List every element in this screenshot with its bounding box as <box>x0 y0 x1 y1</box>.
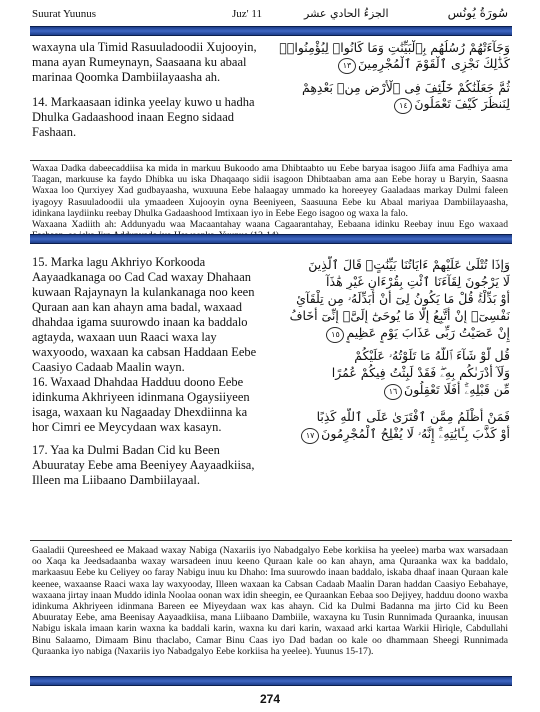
divider <box>30 160 512 161</box>
arabic-line <box>278 381 510 400</box>
somali-verse-15: 15. Marka lagu Akhriyo Korkooda Aayaadkanaga oo Cad Cad waxay Dhahaan kuwaan Rajaynayn la kulankanaga noo keen Quraan aan kan ahayn ama badal, waxaad dhahdaa igama suurowdo inaan ka baddalo agtayda, waxaan uun Raaci waxa lay waxyoodo, waxaan ka cabsan Haddaan Eebe Caasiyo Cadaab Maalin wayn. <box>32 255 257 374</box>
commentary-text: Gaaladii Qureesheed ee Makaad waxay Nabiga (Naxariis iyo Nabadgalyo Eebe korkiisa ha yeelee) marba wax warsadaan oo Xaqa ka Jeedsadaanba waxay warsadeen inuu keeno Quraan kale oo kan ahayn, ama Quraanka wax ka baddalo, markaasuu Eebe ku Celiyey oo faray Nabigu inuu ku Dhaho: Ima suurowdo inaan baddalo, iskaba dhaaf inaan Quraan kale keenee, waxaanse Raaci waxa lay waxyooday, Illeen waxaan ka Cabsan Cadaab Maalin Daran haddan Caasiyo Eebahaye, waxaana jirtay inaan Muddo idinla Noolaa oonan wax idin sheegin, ee Quraankan Eebaa soo Dejiyey, hadduu doono waxba idinkuma Akhriyeen idinmana Bareen ee Miyeydaan wax kas ahayn. Cid ka Dulmi Badanna ma jirto Cid ku Been Abuuratay Eebe, ama Beenisay Aayaadkiisa, mana Liibaano Dambiile, waxayna ku Tusin Runnimada Quraanka, inuusan Nabigu iskala imaan karin waxna ka baddali karin, waxna ku dari karin, waxaad arki kartaa Warkii Hiriqle, Cabdullahi Binu Salaamo, Dimaam Binu thaclabo, Camar Binu Caas iyo Dad badan oo kale oo dhammaan Sheegi Runnimada Quraanka iyo nabiga (Naxariis iyo Nabadgalyo Eebe korkiisa ha yeelee). Yuunus 15-17). <box>32 545 508 657</box>
somali-text-block1 <box>32 40 260 140</box>
somali-verse-13-cont: waxayna ula Timid Rasuuladoodii Xujooyin, mana ayan Rumeynayn, Saasaana ku abaal marinaa Qoomka Dambiilayaasha ah. <box>32 40 257 84</box>
somali-text-block2 <box>32 255 260 488</box>
somali-verse-14: 14. Markaasaan idinka yeelay kuwo u hadha Dhulka Gadaashood inaan Eegno sidaad Fashaan. <box>32 95 255 139</box>
arabic-line-text: إِنْ عَصَيْتُ رَبِّى عَذَابَ يَوْمٍ عَظِيمٍ <box>346 325 510 340</box>
arabic-line-text: لِنَنظُرَ كَيْفَ تَعْمَلُونَ <box>414 96 510 111</box>
somali-verse-17: 17. Yaa ka Dulmi Badan Cid ku Been Abuuratay Eebe ama Beeniyey Aayaadkiisa, Illeen ma Liibaano Dambiilayaal. <box>32 443 255 487</box>
somali-verse-16: 16. Waxaad Dhahdaa Hadduu doono Eebe idinkuma Akhriyeen idinmana Ogaysiiyeen isaga, waxaan ku Nagaaday Dhexdiinna ka hor Cimri ee Meycydaan wax kasayn. <box>32 375 250 434</box>
arabic-line <box>278 324 510 343</box>
commentary-text: Waxaa Dadka dabeecaddiisa ka mida in markuu Bukoodo ama Dhibtaabto uu Eebe baryaa isagoo Jiifa ama Fadhiya ama Taagan, markuuse ka faydo Dhibka uu iska Dhaqaaqo sidii isagoon Dhibtaaban ama aan Eebe horay u Baryin, Saasna Waxaa loo Qurxiyey Xad gudbayaasha, wuxuuna Eebe halaagay ummado ka horeeyey Gaaladaas markay Dulmi faleen iyagoyy Rasuuladoodii ula ymaadeen Xujooyin oyna Beeniyeen, Saasuuna Eebe ku Abaal mariyaa Dambiilayaasha, idinkana laydiinku reebay Dhulka Gadaashood Imtixaan iyo in Eebe Eego isagoo og waxa la falo. <box>32 163 508 219</box>
verse-marker: ١٣ <box>338 58 356 74</box>
arabic-line-text: مِّن قَبْلِهِۦٓۚ أَفَلَا تَعْقِلُونَ <box>404 382 510 397</box>
commentary-block1 <box>32 163 508 241</box>
commentary-block2 <box>32 545 508 657</box>
arabic-line: قُل لَّوْ شَآءَ ٱللَّهُ مَا تَلَوْتُهُۥ عَلَيْكُمْ <box>354 348 510 363</box>
divider <box>30 540 512 541</box>
arabic-text-block1 <box>278 40 510 114</box>
sura-name: Suurat Yuunus <box>32 8 97 20</box>
arabic-line: ثُمَّ جَعَلْنَٰكُمْ خَلَٰٓئِفَ فِى ٱلْأَرْضِ مِنۢ بَعْدِهِمْ <box>302 80 510 95</box>
arabic-line <box>278 96 510 114</box>
juz-arabic: الجزءُ الحادي عشر <box>304 7 389 20</box>
arabic-line: فَمَنْ أَظْلَمُ مِمَّنِ ٱفْتَرَىٰ عَلَى ٱللَّهِ كَذِبًا <box>316 409 510 424</box>
header-bar <box>30 26 512 36</box>
arabic-line-text: أَوْ كَذَّبَ بِـَٔايَٰتِهِۦٓۚ إِنَّهُۥ لَا يُفْلِحُ ٱلْمُجْرِمُونَ <box>321 426 510 441</box>
sura-arabic: سُورَةُ يُونُس <box>447 6 508 20</box>
arabic-line-text: كَذَٰلِكَ نَجْزِى ٱلْقَوْمَ ٱلْمُجْرِمِينَ <box>358 56 510 71</box>
arabic-line <box>278 425 510 444</box>
footer-bar <box>30 676 512 686</box>
arabic-line: نَفْسِىٓۖ إِنْ أَتَّبِعُ إِلَّا مَا يُوحَىٰٓ إِلَىَّۖ إِنِّىٓ أَخَافُ <box>289 308 510 323</box>
arabic-line: وَإِذَا تُتْلَىٰ عَلَيْهِمْ ءَايَاتُنَا بَيِّنَٰتٍۙ قَالَ ٱلَّذِينَ <box>308 257 510 272</box>
page-header <box>32 8 508 24</box>
page-number: 274 <box>259 692 281 706</box>
commentary-hadith: Waxaana Xadiith ah: Addunyadu waa Macaantahay waana Cagaarantahay, Eebaana idinku Reebay inuu Ego waxaad <box>32 219 508 231</box>
arabic-line: لَا يَرْجُونَ لِقَآءَنَا ٱئْتِ بِقُرْءَانٍ غَيْرِ هَٰذَآ <box>326 274 510 289</box>
arabic-text-block2 <box>278 256 510 444</box>
arabic-line: وَجَآءَتْهُمْ رُسُلُهُم بِٱلْبَيِّنَٰتِ وَمَا كَانُوا۟ لِيُؤْمِنُوا۟ۚ <box>279 40 510 55</box>
section-bar <box>30 234 512 244</box>
verse-marker: ١٤ <box>394 98 412 114</box>
arabic-line: وَلَآ أَدْرَىٰكُم بِهِۦۖ فَقَدْ لَبِثْتُ فِيكُمْ عُمُرًا <box>331 365 510 380</box>
juz-label: Juz' 11 <box>232 8 262 20</box>
arabic-line <box>278 56 510 74</box>
verse-marker: ١٥ <box>326 327 344 343</box>
arabic-line: أَوْ بَدِّلْهُۚ قُلْ مَا يَكُونُ لِىٓ أَنْ أُبَدِّلَهُۥ مِن تِلْقَآئِ <box>296 291 510 306</box>
verse-marker: ١٦ <box>384 384 402 400</box>
verse-marker: ١٧ <box>301 428 319 444</box>
